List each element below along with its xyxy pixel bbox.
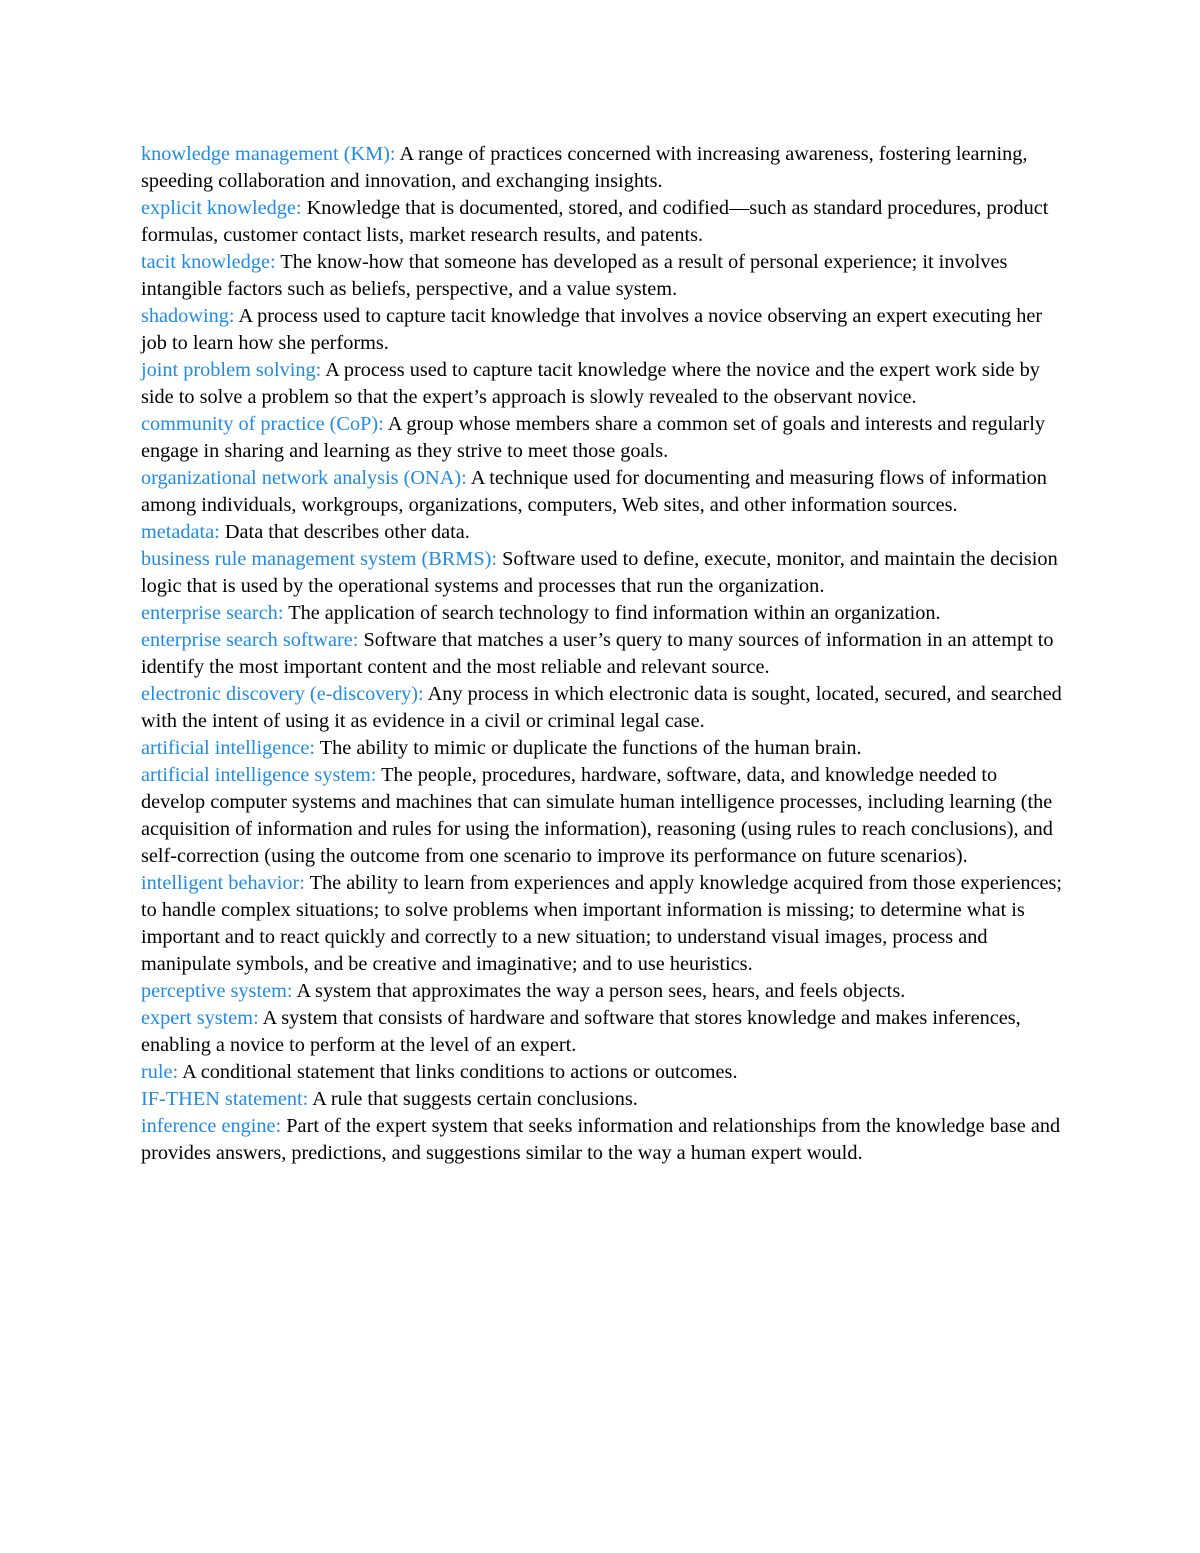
glossary-entry [141,600,1066,627]
glossary-term: metadata: [141,521,220,543]
glossary-entry [141,141,1066,195]
glossary-definition: A system that approximates the way a person sees, hears, and feels objects. [296,980,906,1002]
glossary-entry [141,978,1066,1005]
glossary-definition: A system that consists of hardware and software that stores knowledge and makes inferences, enabling a novice to perform at the level of an expert. [141,1007,1021,1056]
glossary-term: joint problem solving: [141,359,322,381]
glossary-term: explicit knowledge: [141,197,302,219]
glossary-term: artificial intelligence system: [141,764,377,786]
glossary-entry [141,681,1066,735]
glossary-term: artificial intelligence: [141,737,315,759]
glossary-definition: Part of the expert system that seeks information and relationships from the knowledge base and provides answers, predictions, and suggestions similar to the way a human expert would. [141,1115,1061,1164]
glossary-definition: A process used to capture tacit knowledge that involves a novice observing an expert executing her job to learn how she performs. [141,305,1043,354]
glossary-definition: Data that describes other data. [224,521,470,543]
glossary-definition: The ability to mimic or duplicate the functions of the human brain. [319,737,862,759]
glossary-definition: Software used to define, execute, monitor, and maintain the decision logic that is used by the operational systems and processes that run the organization. [141,548,1058,597]
glossary-definition: Knowledge that is documented, stored, and codified—such as standard procedures, product formulas, customer contact lists, market research results, and patents. [141,197,1049,246]
glossary-term: expert system: [141,1007,259,1029]
glossary-entry [141,357,1066,411]
glossary-entry [141,519,1066,546]
glossary-entry [141,249,1066,303]
glossary-term: perceptive system: [141,980,293,1002]
glossary-definition: Software that matches a user’s query to many sources of information in an attempt to identify the most important content and the most reliable and relevant source. [141,629,1054,678]
glossary-term: inference engine: [141,1115,282,1137]
glossary-term: rule: [141,1061,179,1083]
glossary-definition: Any process in which electronic data is sought, located, secured, and searched with the intent of using it as evidence in a civil or criminal legal case. [141,683,1062,732]
glossary-term: shadowing: [141,305,235,327]
glossary-term: knowledge management (KM): [141,143,396,165]
glossary-term: intelligent behavior: [141,872,305,894]
glossary-definition: The ability to learn from experiences and apply knowledge acquired from those experiences; to handle complex situations; to solve problems when important information is missing; to determine what is important and to react quickly and correctly to a new situation; to understand visual images, process and manipulate symbols, and be creative and imaginative; and to use heuristics. [141,872,1062,975]
glossary-entry [141,195,1066,249]
glossary-entry [141,627,1066,681]
glossary-term: tacit knowledge: [141,251,276,273]
glossary-entry [141,465,1066,519]
glossary-entry [141,1005,1066,1059]
glossary-definition: The people, procedures, hardware, software, data, and knowledge needed to develop computer systems and machines that can simulate human intelligence processes, including learning (the acquisition of information and rules for using the information), reasoning (using rules to reach conclusions), and self-correction (using the outcome from one scenario to improve its performance on future scenarios). [141,764,1053,867]
glossary-term: enterprise search software: [141,629,359,651]
glossary-definition: A process used to capture tacit knowledge where the novice and the expert work side by side to solve a problem so that the expert’s approach is slowly revealed to the observant novice. [141,359,1040,408]
glossary-entry [141,870,1066,978]
glossary-term: electronic discovery (e-discovery): [141,683,424,705]
glossary-definition: A group whose members share a common set of goals and interests and regularly engage in sharing and learning as they strive to meet those goals. [141,413,1045,462]
glossary-entry [141,735,1066,762]
glossary-entry [141,303,1066,357]
glossary-definition: The know-how that someone has developed as a result of personal experience; it involves intangible factors such as beliefs, perspective, and a value system. [141,251,1008,300]
glossary-entry [141,1059,1066,1086]
glossary-term: IF-THEN statement: [141,1088,309,1110]
glossary-definition: A rule that suggests certain conclusions. [312,1088,638,1110]
glossary-entry [141,1086,1066,1113]
glossary-entry [141,1113,1066,1167]
glossary-entry [141,546,1066,600]
glossary-entry [141,411,1066,465]
glossary-term: enterprise search: [141,602,284,624]
glossary-definition: The application of search technology to find information within an organization. [288,602,941,624]
glossary-definition: A range of practices concerned with increasing awareness, fostering learning, speeding collaboration and innovation, and exchanging insights. [141,143,1028,192]
glossary-definition: A technique used for documenting and measuring flows of information among individuals, workgroups, organizations, computers, Web sites, and other information sources. [141,467,1047,516]
glossary-term: business rule management system (BRMS): [141,548,498,570]
glossary-definition: A conditional statement that links conditions to actions or outcomes. [182,1061,738,1083]
glossary-term: community of practice (CoP): [141,413,384,435]
glossary-entry [141,762,1066,870]
glossary-term: organizational network analysis (ONA): [141,467,467,489]
glossary-page [141,141,1066,1167]
